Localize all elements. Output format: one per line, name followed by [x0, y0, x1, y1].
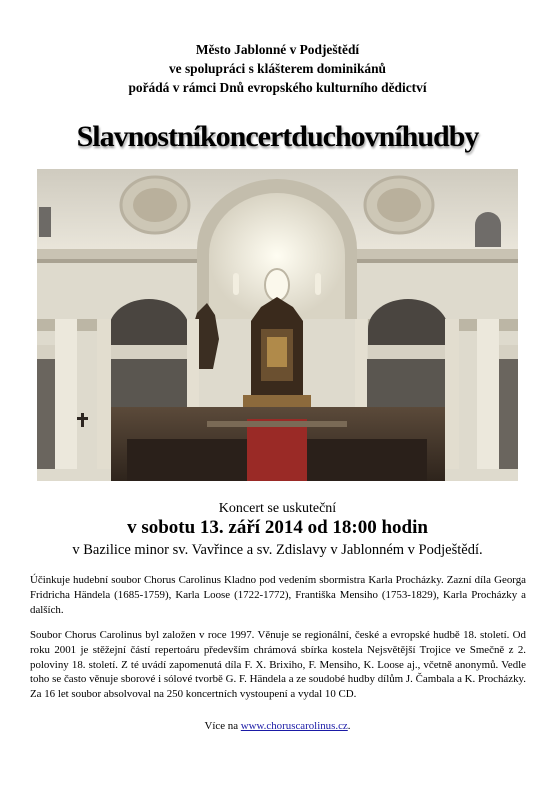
- concert-intro: Koncert se uskuteční: [218, 501, 337, 516]
- program-paragraph: Účinkuje hudební soubor Chorus Carolinus Kladno pod vedením sbormistra Karla Procházky. Zazní díla Georga Fridricha Händela (1685-1759), Karla Loose (1722-1772), Františka Mensiho (1753-1829), Karla Procházky a dalších.: [30, 574, 526, 616]
- more-info-line: [0, 719, 555, 733]
- intro-line-cooperation: ve spolupráci s klášterem dominikánů: [168, 61, 386, 76]
- organizer-intro: [0, 40, 555, 97]
- basilica-interior-photo: [37, 169, 518, 481]
- ensemble-paragraph: Soubor Chorus Carolinus byl založen v roce 1997. Věnuje se regionální, české a evropské hudbě 18. století. Od roku 2001 je stěžejní částí repertoáru především chrámová sbírka kostela Nejsvětější Trojice ve Smečně z 2. poloviny 18. století. Z té uvádí zapomenutá díla F. X. Brixiho, F. Mensiho, K. Loose aj., včetně anonymů. Vedle toho se často věnuje sborové i sólové tvorbě G. F. Händela a ze soudobé hudby dílům J. Čambala a K. Procházky. Za 16 let soubor absolvoval na 250 koncertních vystoupení a vydal 10 CD.: [30, 629, 526, 701]
- poster-title: Slavnostníkoncertduchovníhudby: [76, 120, 479, 153]
- more-info-suffix: .: [347, 720, 351, 732]
- concert-venue: v Bazilice minor sv. Vavřince a sv. Zdislavy v Jablonném v Podještědí.: [72, 542, 483, 558]
- intro-line-event: pořádá v rámci Dnů evropského kulturního dědictví: [128, 80, 427, 95]
- website-link[interactable]: www.choruscarolinus.cz: [240, 720, 348, 732]
- concert-date: v sobotu 13. září 2014 od 18:00 hodin: [127, 517, 428, 538]
- intro-line-town: Město Jablonné v Podještědí: [195, 42, 360, 57]
- more-info-prefix: Více na: [204, 720, 241, 732]
